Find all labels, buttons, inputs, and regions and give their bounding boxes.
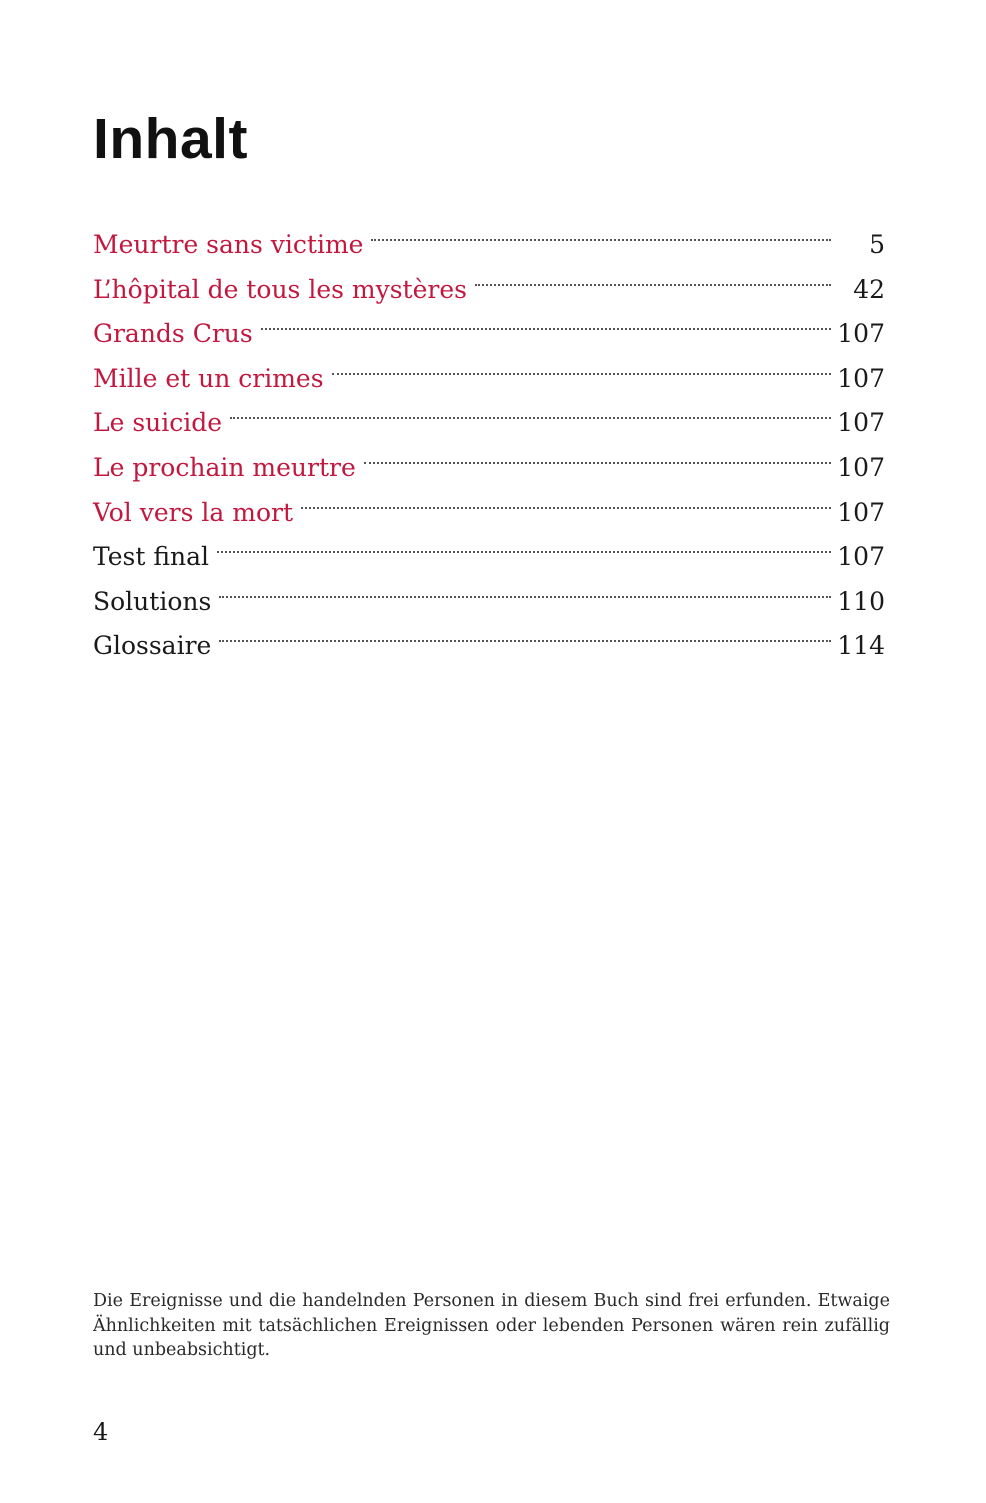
disclaimer-text: Die Ereignisse und die handelnden Personen in diesem Buch sind frei erfunden. Etwaige Ähnlichkeiten mit tatsächlichen Ereignissen oder lebenden Personen wären rein zufällig und unbeabsichtigt. [93, 1291, 890, 1360]
page-title: Inhalt [93, 107, 248, 171]
toc-entry-title: Meurtre sans victime [93, 230, 364, 259]
dot-leader [301, 477, 831, 521]
dot-leader [364, 432, 831, 476]
toc-entry-title: Le prochain meurtre [93, 452, 356, 482]
dot-leader [217, 521, 831, 565]
toc-entry-title: Vol vers la mort [93, 497, 293, 527]
toc-entry-page: 107 [837, 497, 885, 527]
toc-entry-page: 110 [837, 586, 885, 616]
dot-leader [475, 254, 831, 298]
toc-entry-title: L’hôpital de tous les mystères [93, 274, 467, 304]
toc-entry-title: Mille et un crimes [93, 363, 324, 393]
dot-leader [230, 387, 831, 431]
toc-entry-page: 107 [837, 452, 885, 482]
toc-entry-title: Grands Crus [93, 319, 253, 349]
toc-entry-title: Test final [93, 542, 210, 572]
toc-entry-page: 107 [837, 363, 885, 393]
page-number: 4 [93, 1418, 109, 1446]
toc-entry-page: 107 [837, 319, 885, 349]
dot-leader [219, 566, 831, 610]
dot-leader [371, 209, 831, 253]
toc-entry[interactable] [93, 209, 885, 259]
dot-leader [219, 610, 831, 654]
toc-entry-page: 107 [837, 542, 885, 572]
toc-entry-title: Solutions [93, 586, 212, 616]
toc-entry-page: 5 [869, 230, 885, 259]
dot-leader [261, 298, 831, 342]
toc-entry-page: 42 [853, 274, 885, 304]
dot-leader [332, 343, 831, 387]
toc-entry-title: Le suicide [93, 408, 223, 438]
toc-entry-page: 114 [837, 631, 885, 661]
toc-entry-page: 107 [837, 408, 885, 438]
toc-entry-title: Glossaire [93, 631, 212, 661]
table-of-contents [93, 209, 885, 661]
